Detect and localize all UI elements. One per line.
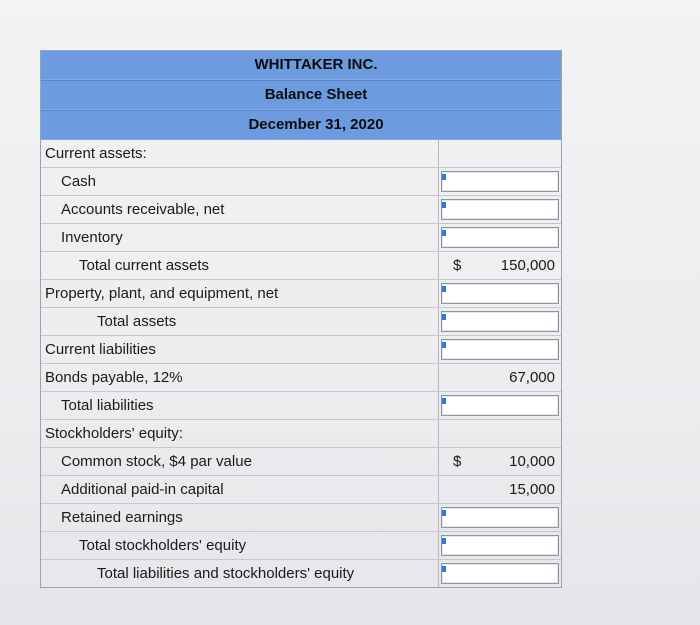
dollar-sign: $ <box>453 453 462 470</box>
value-cell <box>439 504 561 531</box>
value-cell <box>439 420 561 447</box>
row-label: Retained earnings <box>41 504 439 531</box>
row-label: Cash <box>41 168 439 195</box>
ppe-input[interactable] <box>441 283 559 304</box>
statement-title: Balance Sheet <box>41 80 561 110</box>
company-name: WHITTAKER INC. <box>41 50 561 80</box>
row-label: Common stock, $4 par value <box>41 448 439 475</box>
row-total-assets <box>41 308 561 336</box>
row-label: Total liabilities <box>41 392 439 419</box>
value-cell <box>439 448 561 475</box>
value-cell <box>439 476 561 503</box>
row-label: Total current assets <box>41 252 439 279</box>
amount: 10,000 <box>509 453 555 470</box>
row-current-liabilities <box>41 336 561 364</box>
row-label: Total liabilities and stockholders' equity <box>41 560 439 587</box>
value-cell <box>439 364 561 391</box>
total-assets-input[interactable] <box>441 311 559 332</box>
total-liabilities-equity-input[interactable] <box>441 563 559 584</box>
row-label: Bonds payable, 12% <box>41 364 439 391</box>
inventory-input[interactable] <box>441 227 559 248</box>
amount: 150,000 <box>500 257 555 274</box>
current-liabilities-input[interactable] <box>441 339 559 360</box>
row-apic <box>41 476 561 504</box>
value-cell <box>439 336 561 363</box>
value-cell <box>439 308 561 335</box>
total-stockholders-equity-input[interactable] <box>441 535 559 556</box>
value-cell <box>439 168 561 195</box>
row-label: Accounts receivable, net <box>41 196 439 223</box>
row-label: Current assets: <box>41 140 439 167</box>
value-cell <box>439 140 561 167</box>
balance-sheet-table <box>40 50 562 588</box>
row-label: Stockholders' equity: <box>41 420 439 447</box>
row-label: Current liabilities <box>41 336 439 363</box>
accounts-receivable-input[interactable] <box>441 199 559 220</box>
dollar-sign: $ <box>453 257 462 274</box>
row-label: Property, plant, and equipment, net <box>41 280 439 307</box>
row-cash <box>41 168 561 196</box>
total-liabilities-input[interactable] <box>441 395 559 416</box>
row-total-liabilities <box>41 392 561 420</box>
amount: 15,000 <box>509 481 555 498</box>
row-total-current-assets <box>41 252 561 280</box>
row-inventory <box>41 224 561 252</box>
row-label: Inventory <box>41 224 439 251</box>
value-cell <box>439 252 561 279</box>
row-stockholders-equity <box>41 420 561 448</box>
value-cell <box>439 280 561 307</box>
value-cell <box>439 532 561 559</box>
value-cell <box>439 224 561 251</box>
retained-earnings-input[interactable] <box>441 507 559 528</box>
statement-date: December 31, 2020 <box>41 110 561 140</box>
value-cell <box>439 560 561 587</box>
value-cell <box>439 196 561 223</box>
row-bonds-payable <box>41 364 561 392</box>
row-current-assets <box>41 140 561 168</box>
row-common-stock <box>41 448 561 476</box>
row-ppe <box>41 280 561 308</box>
row-accounts-receivable <box>41 196 561 224</box>
row-retained-earnings <box>41 504 561 532</box>
value-cell <box>439 392 561 419</box>
row-total-liabilities-and-equity <box>41 560 561 587</box>
amount: 67,000 <box>509 369 555 386</box>
row-label: Total assets <box>41 308 439 335</box>
row-label: Total stockholders' equity <box>41 532 439 559</box>
cash-input[interactable] <box>441 171 559 192</box>
row-total-stockholders-equity <box>41 532 561 560</box>
row-label: Additional paid-in capital <box>41 476 439 503</box>
